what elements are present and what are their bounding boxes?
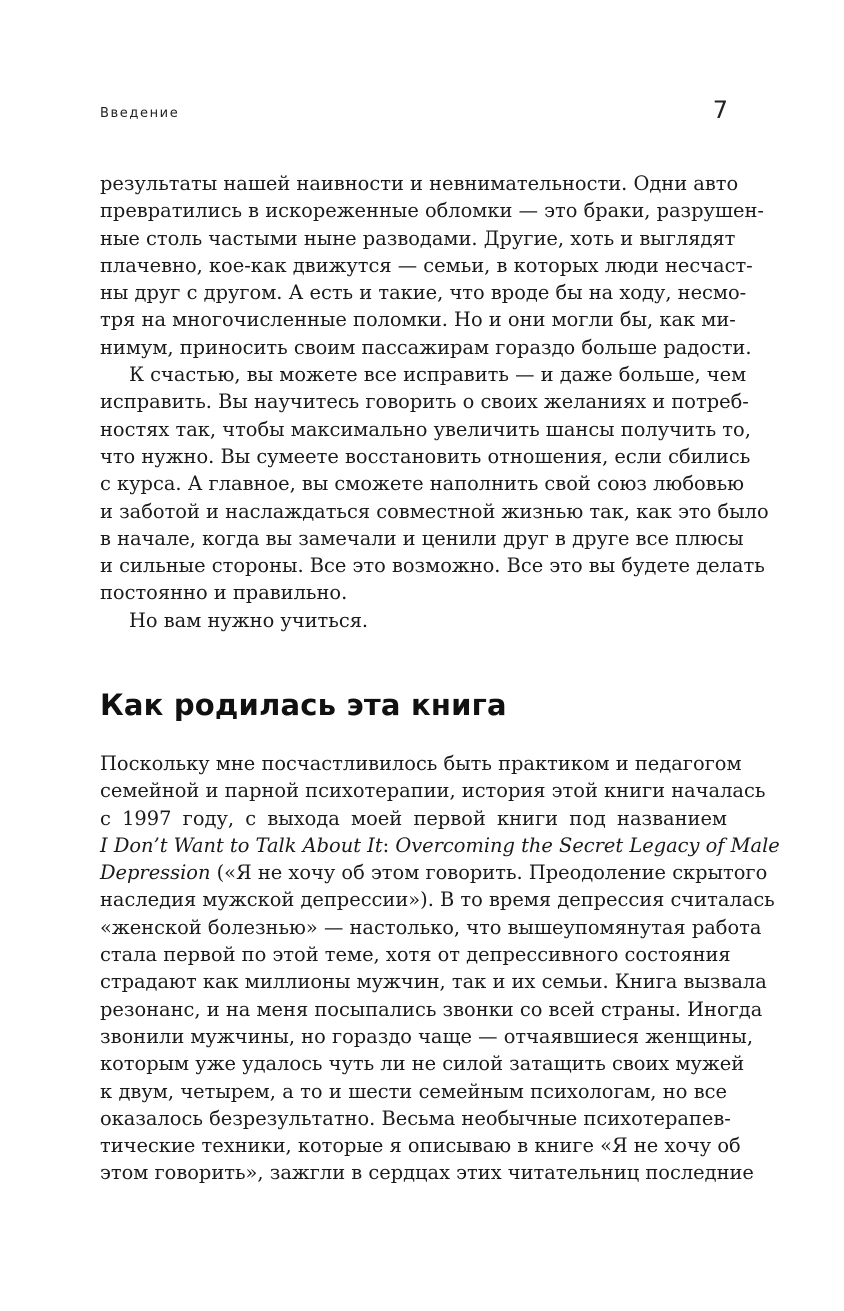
text-line: К счастью, вы можете все исправить — и даже больше, чем (129, 363, 747, 387)
text-line: плачевно, кое-как движутся — семьи, в которых люди несчаст- (100, 253, 753, 277)
book-subtitle-italic-end: Depression (100, 861, 211, 885)
section-heading: Как родилась эта книга (100, 688, 507, 722)
text-line: результаты нашей наивности и невнимательности. Одни авто (100, 172, 739, 195)
text-line: страдают как миллионы мужчин, так и их семьи. Книга вызвала (100, 970, 767, 994)
text-line: звонили мужчины, но гораздо чаще — отчаявшиеся женщины, (100, 1024, 754, 1048)
text-line: стала первой по этой теме, хотя от депрессивного состояния (100, 943, 731, 967)
book-subtitle-italic: Overcoming the Secret Legacy of Male (395, 833, 780, 857)
text-line: Поскольку мне посчастливилось быть практиком и педагогом (100, 752, 742, 775)
text-line: ностях так, чтобы максимально увеличить шансы получить то, (100, 417, 751, 441)
text-line: с 1997 году, с выхода моей первой книги под названием (100, 806, 727, 830)
text-line: постоянно и правильно. (100, 581, 348, 605)
text-line: тря на многочисленные поломки. Но и они могли бы, как ми- (100, 308, 736, 332)
text-line: семейной и парной психотерапии, история этой книги началась (100, 779, 766, 803)
text-line (100, 859, 768, 886)
text-line: которым уже удалось чуть ли не силой затащить своих мужей (100, 1052, 745, 1076)
translation-text: («Я не хочу об этом говорить. Преодоление скрытого (210, 861, 768, 885)
text-line: наследия мужской депрессии»). В то время депрессия считалась (100, 888, 775, 912)
text-line: с курса. А главное, вы сможете наполнить свой союз любовью (100, 472, 745, 496)
text-line: превратились в искореженные обломки — это браки, разрушен- (100, 199, 764, 223)
text-line: этом говорить», зажгли в сердцах этих читательниц последние (100, 1161, 754, 1185)
text-line: и сильные стороны. Все это возможно. Все это вы будете делать (100, 554, 765, 578)
body-text-block-2 (100, 750, 780, 1187)
text-line: ны друг с другом. А есть и такие, что вроде бы на ходу, несмо- (100, 281, 747, 305)
text-line: оказалось безрезультатно. Весьма необычные психотерапев- (100, 1106, 731, 1130)
text-line (100, 832, 780, 859)
book-title-italic: I Don’t Want to Talk About It (100, 833, 383, 857)
text-line: нимум, приносить своим пассажирам гораздо больше радости. (100, 335, 752, 359)
text-line: что нужно. Вы сумеете восстановить отношения, если сбились (100, 444, 751, 468)
text-line: Но вам нужно учиться. (129, 608, 369, 632)
title-colon: : (382, 833, 396, 857)
text-line: «женской болезнью» — настолько, что вышеупомянутая работа (100, 915, 762, 939)
page-number: 7 (712, 96, 728, 124)
text-line: резонанс, и на меня посыпались звонки со всей страны. Иногда (100, 997, 763, 1021)
text-line: исправить. Вы научитесь говорить о своих желаниях и потреб- (100, 390, 749, 414)
running-head: Введение (100, 106, 180, 121)
text-line: ные столь частыми ныне разводами. Другие, хоть и выглядят (100, 226, 736, 250)
text-line: к двум, четырем, а то и шести семейным психологам, но все (100, 1079, 727, 1103)
text-line: и заботой и наслаждаться совместной жизнью так, как это было (100, 499, 769, 523)
text-line: в начале, когда вы замечали и ценили друг в друге все плюсы (100, 526, 744, 550)
body-text-block-1 (100, 170, 769, 634)
text-line: тические техники, которые я описываю в книге «Я не хочу об (100, 1134, 741, 1158)
